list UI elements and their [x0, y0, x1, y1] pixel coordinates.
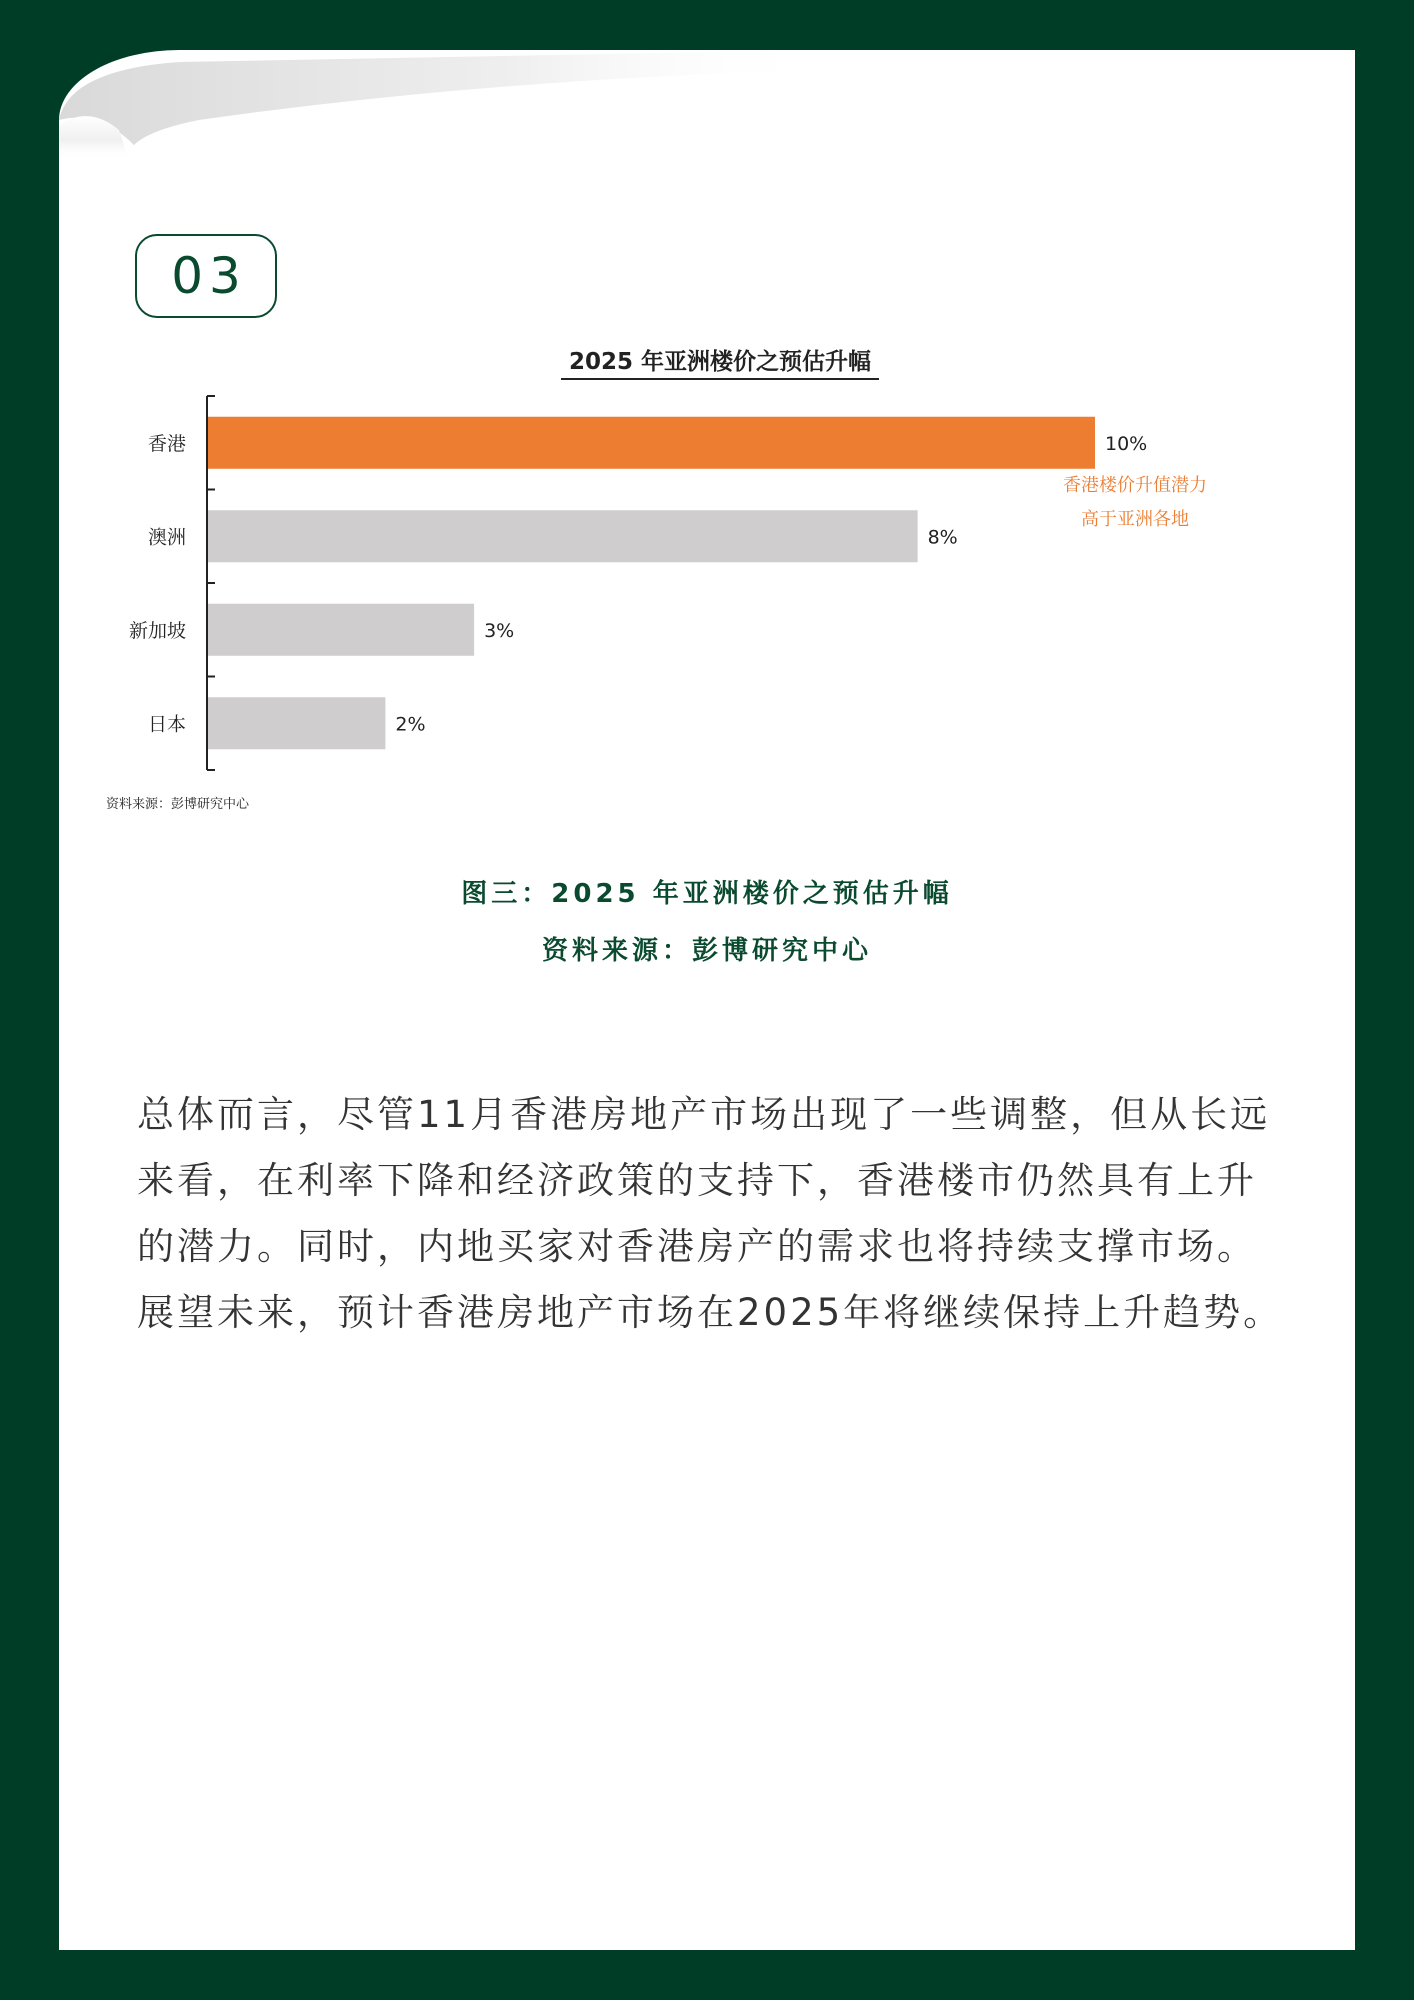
section-number: 03 — [171, 247, 247, 305]
value-label: 8% — [927, 526, 958, 549]
value-label: 3% — [484, 619, 515, 642]
category-label: 澳洲 — [147, 526, 186, 549]
body-paragraph — [137, 1082, 1287, 1346]
chart-annotation-line1: 香港楼价升值潜力 — [1063, 475, 1207, 496]
value-label: 10% — [1105, 432, 1148, 455]
bar-1 — [208, 510, 918, 562]
paragraph-line: 总体而言，尽管11月香港房地产市场出现了一些调整，但从长远 — [137, 1093, 1271, 1136]
paragraph-line: 展望未来，预计香港房地产市场在2025年将继续保持上升趋势。 — [137, 1291, 1284, 1334]
category-label: 日本 — [147, 713, 186, 736]
figure-caption: 图三：2025 年亚洲楼价之预估升幅 — [461, 879, 953, 909]
category-label: 新加坡 — [128, 619, 186, 642]
bar-2 — [208, 604, 474, 656]
category-label: 香港 — [147, 432, 186, 455]
value-label: 2% — [395, 713, 426, 736]
figure-source: 资料来源：彭博研究中心 — [541, 936, 872, 966]
chart-source: 资料来源：彭博研究中心 — [106, 797, 250, 812]
bar-chart — [0, 0, 1414, 830]
paragraph-line: 来看，在利率下降和经济政策的支持下，香港楼市仍然具有上升 — [137, 1159, 1257, 1202]
paragraph-line: 的潜力。同时，内地买家对香港房产的需求也将持续支撑市场。 — [137, 1225, 1257, 1268]
bar-0 — [208, 417, 1095, 469]
chart-annotation-line2: 高于亚洲各地 — [1081, 509, 1189, 530]
chart-title: 2025 年亚洲楼价之预估升幅 — [568, 349, 872, 375]
bar-3 — [208, 697, 385, 749]
